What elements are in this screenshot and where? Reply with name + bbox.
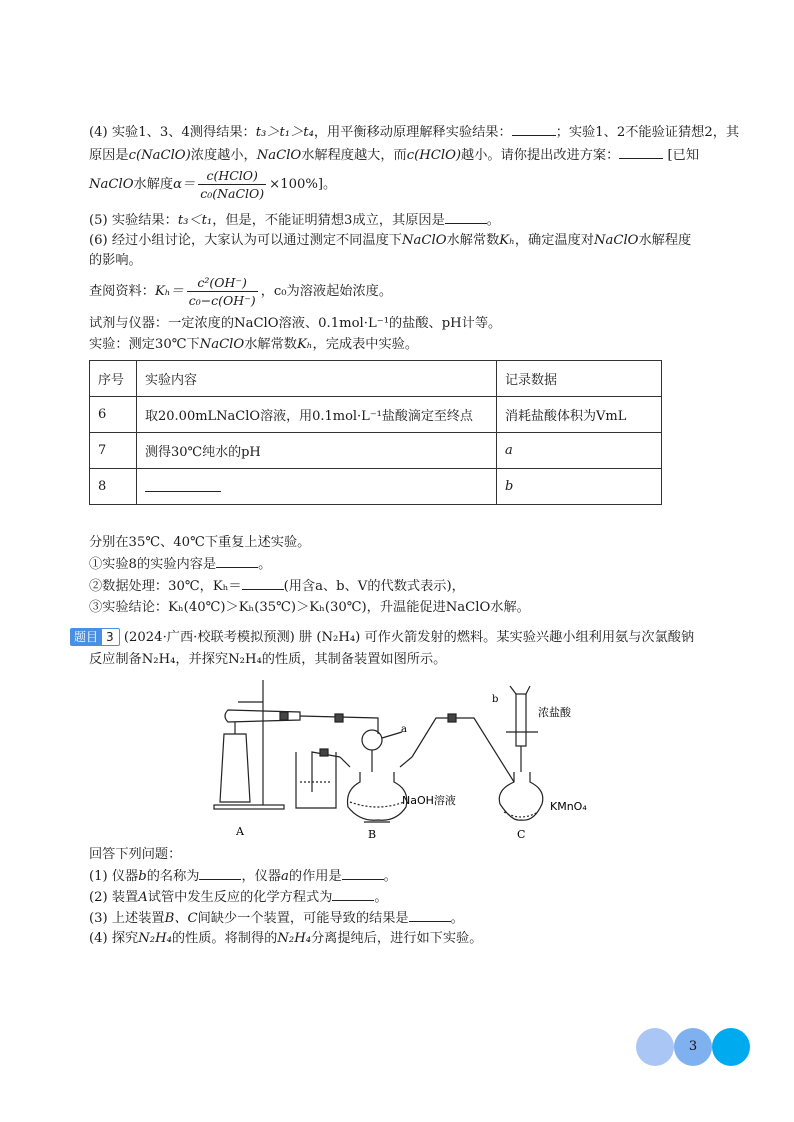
- page-number-badge: [636, 1028, 752, 1066]
- label-b: B: [368, 828, 377, 841]
- q4-line-2: [89, 145, 699, 166]
- label-c: C: [517, 828, 526, 841]
- q6-line-2: 的影响。: [89, 253, 142, 268]
- q6-reference: [89, 274, 392, 310]
- table-cell: 7: [90, 433, 137, 469]
- table-cell: 测得30℃纯水的pH: [137, 433, 497, 469]
- table-cell-blank[interactable]: [137, 469, 497, 505]
- q6-text: ，c₀为溶液起始浓度。: [260, 284, 393, 299]
- q4-text: 浓度越小，: [190, 148, 257, 163]
- question-2: [89, 887, 388, 908]
- table-header-row: [90, 361, 662, 397]
- q-text: 的性质。将制得的: [171, 931, 278, 946]
- answer-blank[interactable]: [216, 554, 258, 568]
- label-hcl: 浓盐酸: [538, 706, 571, 719]
- table-cell: 6: [90, 397, 137, 433]
- q5-t-relation: t₃＜t₁: [177, 213, 213, 228]
- table-cell: 取20.00mLNaClO溶液，用0.1mol·L⁻¹盐酸滴定至终点: [137, 397, 497, 433]
- apparatus-diagram: [200, 672, 610, 844]
- q5-text: 。: [486, 213, 500, 228]
- table-row: [90, 469, 662, 505]
- q4-formula: NaClO: [89, 177, 134, 192]
- kh-fraction: [187, 274, 258, 309]
- q4-line-1: [89, 122, 739, 143]
- q6-formula: NaClO: [593, 233, 639, 248]
- q-formula: A: [138, 890, 148, 905]
- q4-formula: NaClO: [256, 148, 302, 163]
- burner-a: [220, 734, 250, 802]
- kh-symbol: Kₕ＝: [154, 284, 184, 299]
- q4-formula: c(NaClO): [128, 148, 191, 163]
- answer-blank[interactable]: [199, 866, 241, 880]
- badge-circle: [712, 1028, 750, 1066]
- answer-blank[interactable]: [242, 576, 284, 590]
- q-formula: B、C: [164, 911, 198, 926]
- q6-reagents: 试剂与仪器：一定浓度的NaClO溶液、0.1mol·L⁻¹的盐酸、pH计等。: [89, 316, 502, 331]
- repeat-note: 分别在35℃、40℃下重复上述实验。: [89, 535, 311, 550]
- sub-question-2: [89, 576, 465, 597]
- q-formula: b: [138, 869, 147, 884]
- table-cell: b: [497, 469, 662, 505]
- q-text: 。: [450, 911, 464, 926]
- q-formula: a: [281, 869, 289, 884]
- q-text: (4) 探究: [89, 931, 139, 946]
- q6-text: 水解程度: [638, 233, 692, 248]
- q-text: 间缺少一个装置，可能导致的结果是: [197, 911, 409, 926]
- table-header: 序号: [90, 361, 137, 397]
- question-number: 3: [100, 628, 120, 646]
- q4-formula: c(HClO): [406, 148, 462, 163]
- table-cell: a: [497, 433, 662, 469]
- answer-blank[interactable]: [512, 122, 556, 136]
- stand-base-a: [214, 805, 284, 809]
- question-3: [89, 908, 464, 929]
- fraction-numerator: c²(OH⁻): [187, 274, 258, 292]
- q4-t-relation: t₃＞t₁＞t₄: [255, 125, 314, 140]
- sub-text: 。: [258, 557, 272, 572]
- q5-line: [89, 210, 500, 231]
- q4-line-3: [89, 166, 336, 204]
- page-number: 3: [688, 1039, 698, 1054]
- q3-text: (2024·广西·校联考模拟预测) 肼 (N₂H₄) 可作火箭发射的燃料。某实验兴趣小组利用氨与次氯酸钠: [123, 630, 695, 645]
- q6-text: ，确定温度对: [514, 233, 594, 248]
- question-tag: 题目: [70, 628, 102, 646]
- funnel-b: [516, 694, 526, 746]
- q6-formula: NaClO: [199, 337, 245, 352]
- q4-text: 原因是: [89, 148, 129, 163]
- answer-blank[interactable]: [145, 478, 221, 492]
- q-text: 分离提纯后，进行如下实验。: [311, 931, 483, 946]
- question-4: [89, 929, 482, 949]
- q-text: 的名称为: [146, 869, 200, 884]
- label-naoh: NaOH溶液: [402, 794, 456, 807]
- q3-intro-line-1: [70, 628, 694, 648]
- q5-text: (5) 实验结果：: [89, 213, 178, 228]
- fraction-denominator: c₀(NaClO): [200, 186, 265, 201]
- q5-text: ，但是，不能证明猜想3成立，其原因是: [212, 213, 445, 228]
- q6-text: (6) 经过小组讨论，大家认为可以通过测定不同温度下: [89, 233, 402, 248]
- q6-text: 实验：测定30℃下: [89, 337, 200, 352]
- question-1: [89, 866, 397, 887]
- table-row: [90, 397, 662, 433]
- q-text: ，仪器: [241, 869, 282, 884]
- sub-text: ①实验8的实验内容是: [89, 557, 217, 572]
- sub-text: ②数据处理：30℃，Kₕ＝: [89, 579, 242, 594]
- fraction-numerator: c(HClO): [198, 167, 266, 185]
- badge-circle: [636, 1028, 674, 1066]
- experiment-table: [89, 360, 662, 505]
- q-text: (3) 上述装置: [89, 911, 165, 926]
- q-text: 试管中发生反应的化学方程式为: [147, 890, 333, 905]
- questions-intro: 回答下列问题：: [89, 847, 182, 862]
- label-a: A: [236, 825, 244, 838]
- fraction-denominator: c₀−c(OH⁻): [188, 293, 256, 308]
- q4-text: [已知: [667, 148, 700, 163]
- funnel-a: [362, 730, 382, 750]
- q6-experiment: [89, 335, 418, 355]
- q4-text: 越小。请你提出改进方案：: [461, 148, 620, 163]
- q3-intro-line-2: 反应制备N₂H₄，并探究N₂H₄的性质，其制备装置如图所示。: [89, 652, 447, 667]
- q6-formula: Kₕ: [499, 233, 515, 248]
- q4-text: (4) 实验1、3、4测得结果：: [89, 125, 256, 140]
- delivery-tube-bc: [412, 718, 514, 782]
- answer-blank[interactable]: [409, 908, 451, 922]
- q4-text: ×100%]。: [269, 177, 337, 192]
- label-kmno4: KMnO₄: [550, 800, 587, 813]
- answer-blank[interactable]: [332, 887, 374, 901]
- table-row: [90, 433, 662, 469]
- q6-text: 水解常数: [244, 337, 297, 352]
- flask-b: [348, 772, 407, 820]
- hydrolysis-fraction: [198, 167, 266, 202]
- sub-question-1: [89, 554, 271, 575]
- q-text: (1) 仪器: [89, 869, 139, 884]
- table-header: 记录数据: [497, 361, 662, 397]
- q4-text: ，用平衡移动原理解释实验结果：: [313, 125, 512, 140]
- q4-text: ；实验1、2不能验证猜想2，其: [555, 125, 740, 140]
- q6-formula: NaClO: [402, 233, 447, 248]
- q-text: (2) 装置: [89, 890, 139, 905]
- q-text: 。: [383, 869, 397, 884]
- q6-text: 查阅资料：: [89, 284, 155, 299]
- table-cell: 8: [90, 469, 137, 505]
- table-header: 实验内容: [137, 361, 497, 397]
- label-funnel-b: b: [492, 694, 499, 705]
- q6-text: ，完成表中实验。: [312, 337, 419, 352]
- q-formula: N₂H₄: [138, 931, 172, 946]
- q-text: 的作用是: [288, 869, 342, 884]
- answer-blank[interactable]: [342, 866, 384, 880]
- q4-text: 水解程度越大，而: [301, 148, 407, 163]
- label-funnel-a: a: [401, 724, 407, 735]
- q6-formula: Kₕ: [296, 337, 313, 352]
- table-cell: 消耗盐酸体积为VmL: [497, 397, 662, 433]
- sub-text: (用含a、b、V的代数式表示)，: [283, 579, 465, 594]
- q6-text: 水解常数: [446, 233, 500, 248]
- q-formula: N₂H₄: [277, 931, 311, 946]
- beaker: [296, 752, 336, 808]
- q6-line-1: [89, 231, 691, 251]
- sub-question-3: ③实验结论：Kₕ(40℃)＞Kₕ(35℃)＞Kₕ(30℃)，升温能促进NaClO水解。: [89, 600, 530, 615]
- q-text: 。: [374, 890, 388, 905]
- q4-alpha: α＝: [173, 177, 196, 192]
- answer-blank[interactable]: [619, 145, 663, 159]
- q4-text: 水解度: [133, 177, 174, 192]
- answer-blank[interactable]: [445, 210, 487, 224]
